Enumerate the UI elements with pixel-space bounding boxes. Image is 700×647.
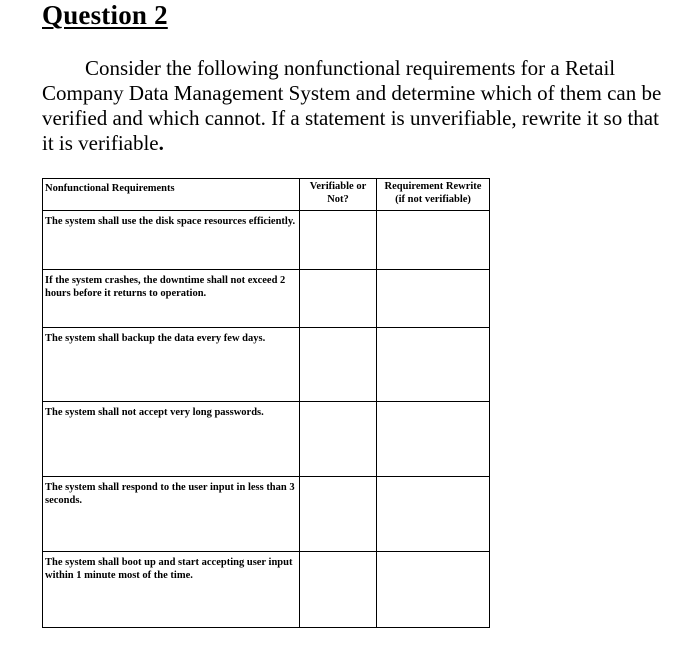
requirement-cell: The system shall respond to the user input in less than 3 seconds. (43, 477, 300, 552)
verifiable-cell[interactable] (300, 270, 377, 328)
requirement-cell: The system shall not accept very long passwords. (43, 402, 300, 477)
rewrite-cell[interactable] (377, 552, 490, 628)
header-rewrite-title: Requirement Rewrite (384, 181, 482, 192)
requirement-cell: If the system crashes, the downtime shall not exceed 2 hours before it returns to operation. (43, 270, 300, 328)
table-row (43, 270, 490, 328)
intro-end-punctuation: . (158, 131, 164, 155)
verifiable-cell[interactable] (300, 402, 377, 477)
rewrite-cell[interactable] (377, 270, 490, 328)
verifiable-cell[interactable] (300, 211, 377, 270)
requirement-cell: The system shall use the disk space resources efficiently. (43, 211, 300, 270)
header-rewrite-note: (if not verifiable) (395, 194, 471, 205)
rewrite-cell[interactable] (377, 328, 490, 402)
verifiable-cell[interactable] (300, 477, 377, 552)
requirement-cell: The system shall backup the data every few days. (43, 328, 300, 402)
rewrite-cell[interactable] (377, 477, 490, 552)
verifiable-cell[interactable] (300, 328, 377, 402)
intro-text: Consider the following nonfunctional requirements for a Retail Company Data Management System and determine which of them can be verified and which cannot. If a statement is unverifiable, rewrite it so that it is verifiable (42, 56, 662, 155)
question-intro (42, 56, 662, 156)
header-verifiable: Verifiable or Not? (300, 179, 377, 211)
table-row (43, 402, 490, 477)
table-row (43, 328, 490, 402)
header-requirements: Nonfunctional Requirements (43, 179, 300, 211)
table-header-row (43, 179, 490, 211)
question-title: Question 2 (42, 0, 168, 30)
table-row (43, 477, 490, 552)
header-rewrite (377, 179, 490, 211)
table-row (43, 552, 490, 628)
verifiable-cell[interactable] (300, 552, 377, 628)
table-row (43, 211, 490, 270)
requirement-cell: The system shall boot up and start accepting user input within 1 minute most of the time. (43, 552, 300, 628)
rewrite-cell[interactable] (377, 211, 490, 270)
rewrite-cell[interactable] (377, 402, 490, 477)
requirements-table (42, 178, 490, 628)
